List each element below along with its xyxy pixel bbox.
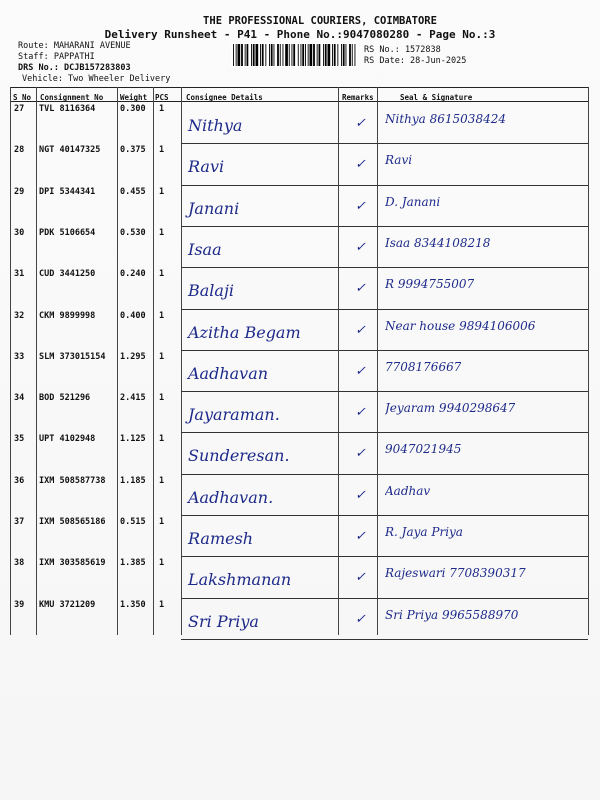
row-pcs: 1 (159, 558, 165, 569)
row-signature: R 9994755007 (385, 277, 475, 292)
row-divider (181, 474, 588, 475)
row-divider (181, 391, 588, 392)
row-pcs: 1 (159, 104, 165, 114)
row-consignee-name: Lakshmanan (188, 570, 292, 590)
row-consignee-name: Nithya (188, 116, 243, 135)
remarks-tick-icon: ✓ (355, 487, 366, 503)
drs-label: DRS No.: DCJB157283803 (18, 63, 131, 73)
row-consignment-no: IXM 508587738 (39, 475, 106, 486)
row-weight: 0.240 (120, 269, 146, 280)
row-signature: Isaa 8344108218 (385, 235, 491, 250)
row-consignee-name: Janani (188, 198, 240, 218)
row-divider (181, 432, 588, 433)
company-title: THE PROFESSIONAL COURIERS, COIMBATORE (203, 15, 437, 27)
col-header-remarks: Remarks (342, 93, 374, 102)
row-sno: 34 (14, 393, 25, 404)
row-sno: 27 (14, 104, 25, 114)
row-sno: 37 (14, 517, 25, 527)
row-divider (181, 350, 588, 351)
row-weight: 2.415 (120, 393, 146, 404)
row-sno: 39 (14, 599, 25, 610)
row-consignment-no: TVL 8116364 (39, 104, 96, 114)
barcode (231, 43, 357, 67)
row-divider (181, 267, 588, 268)
row-divider (181, 143, 588, 144)
row-pcs: 1 (159, 434, 165, 445)
remarks-tick-icon: ✓ (355, 363, 366, 379)
row-consignment-no: CUD 3441250 (39, 269, 96, 280)
row-consignee-name: Jayaraman. (188, 405, 280, 425)
row-consignment-no: UPT 4102948 (39, 434, 96, 445)
remarks-tick-icon: ✓ (355, 239, 366, 255)
row-signature: Rajeswari 7708390317 (385, 566, 526, 581)
row-divider (181, 226, 588, 227)
col-header-pcs: PCS (155, 93, 169, 102)
row-pcs: 1 (159, 186, 165, 197)
row-weight: 1.385 (120, 558, 146, 569)
row-pcs: 1 (159, 227, 165, 238)
row-sno: 29 (14, 186, 25, 197)
row-signature: 7708176667 (385, 359, 462, 374)
row-pcs: 1 (159, 351, 165, 362)
remarks-tick-icon: ✓ (355, 157, 366, 173)
row-weight: 0.400 (120, 310, 146, 321)
col-divider (377, 87, 378, 635)
col-header-sno: S No (13, 93, 32, 102)
row-weight: 1.185 (120, 475, 146, 486)
row-sno: 32 (14, 310, 25, 321)
row-sno: 28 (14, 145, 25, 156)
row-divider (181, 185, 588, 186)
route-label: Route: MAHARANI AVENUE (18, 41, 131, 51)
row-pcs: 1 (159, 517, 165, 527)
row-sno: 36 (14, 475, 25, 486)
row-pcs: 1 (159, 145, 165, 156)
row-signature: Ravi (385, 153, 413, 168)
col-header-consignment: Consignment No (40, 93, 104, 102)
row-consignment-no: DPI 5344341 (39, 186, 96, 197)
row-sno: 38 (14, 558, 25, 569)
row-pcs: 1 (159, 475, 165, 486)
row-divider (181, 515, 588, 516)
row-pcs: 1 (159, 310, 165, 321)
row-weight: 0.515 (120, 517, 146, 527)
row-consignee-name: Aadhavan. (188, 487, 274, 507)
remarks-tick-icon: ✓ (355, 116, 366, 131)
row-sno: 31 (14, 269, 25, 280)
row-consignment-no: IXM 508565186 (39, 517, 106, 527)
col-divider (181, 87, 182, 635)
row-weight: 0.530 (120, 227, 146, 238)
remarks-tick-icon: ✓ (355, 570, 366, 586)
rs-number: RS No.: 1572838 (364, 45, 441, 55)
row-weight: 1.295 (120, 351, 146, 362)
row-consignment-no: IXM 303585619 (39, 558, 106, 569)
col-header-consignee: Consignee Details (186, 93, 263, 102)
row-consignee-name: Sri Priya (188, 611, 259, 631)
row-signature: D. Janani (385, 194, 441, 209)
row-consignee-name: Aadhavan (188, 363, 269, 383)
row-signature: Jeyaram 9940298647 (385, 401, 516, 416)
row-consignee-name: Isaa (188, 239, 222, 259)
row-pcs: 1 (159, 269, 165, 280)
row-consignment-no: NGT 40147325 (39, 145, 101, 156)
row-pcs: 1 (159, 393, 165, 404)
row-signature: Aadhav (385, 483, 431, 498)
remarks-tick-icon: ✓ (355, 446, 366, 462)
col-divider (10, 87, 11, 635)
row-signature: Near house 9894106006 (385, 318, 536, 333)
row-divider (181, 556, 588, 557)
row-consignment-no: BOD 521296 (39, 393, 91, 404)
sheet-title: Delivery Runsheet - P41 - Phone No.:9047080280 - Page No.:3 (104, 28, 496, 41)
remarks-tick-icon: ✓ (355, 198, 366, 214)
row-consignment-no: PDK 5106654 (39, 227, 96, 238)
col-divider (338, 87, 339, 635)
row-sno: 33 (14, 351, 25, 362)
row-consignee-name: Sunderesan. (188, 446, 290, 466)
remarks-tick-icon: ✓ (355, 529, 366, 544)
row-consignee-name: Balaji (188, 281, 235, 301)
row-pcs: 1 (159, 599, 165, 610)
remarks-tick-icon: ✓ (355, 611, 366, 627)
col-divider (153, 87, 154, 635)
col-divider (117, 87, 118, 635)
col-header-weight: Weight (120, 93, 148, 102)
row-sno: 35 (14, 434, 25, 445)
remarks-tick-icon: ✓ (355, 405, 366, 421)
row-consignee-name: Ravi (188, 157, 225, 177)
row-weight: 1.125 (120, 434, 146, 445)
row-consignment-no: SLM 373015154 (39, 351, 106, 362)
remarks-tick-icon: ✓ (355, 281, 366, 297)
row-weight: 0.300 (120, 104, 146, 114)
row-sno: 30 (14, 227, 25, 238)
row-signature: Sri Priya 9965588970 (385, 607, 519, 622)
row-weight: 0.455 (120, 186, 146, 197)
staff-label: Staff: PAPPATHI (18, 52, 95, 62)
row-signature: R. Jaya Priya (385, 525, 463, 539)
vehicle-label: Vehicle: Two Wheeler Delivery (22, 74, 171, 84)
row-divider (181, 598, 588, 599)
table-top-rule (10, 87, 588, 88)
row-weight: 1.350 (120, 599, 146, 610)
row-consignee-name: Azitha Begam (188, 322, 301, 342)
col-header-seal: Seal & Signature (400, 93, 473, 102)
row-consignment-no: KMU 3721209 (39, 599, 96, 610)
remarks-tick-icon: ✓ (355, 322, 366, 338)
row-signature: 9047021945 (385, 442, 462, 457)
row-divider (181, 639, 588, 640)
col-divider (36, 87, 37, 635)
col-divider (588, 87, 589, 635)
row-signature: Nithya 8615038424 (385, 112, 506, 126)
row-consignment-no: CKM 9899998 (39, 310, 96, 321)
row-divider (181, 309, 588, 310)
row-weight: 0.375 (120, 145, 146, 156)
rs-date: RS Date: 28-Jun-2025 (364, 56, 467, 66)
row-consignee-name: Ramesh (188, 529, 254, 548)
